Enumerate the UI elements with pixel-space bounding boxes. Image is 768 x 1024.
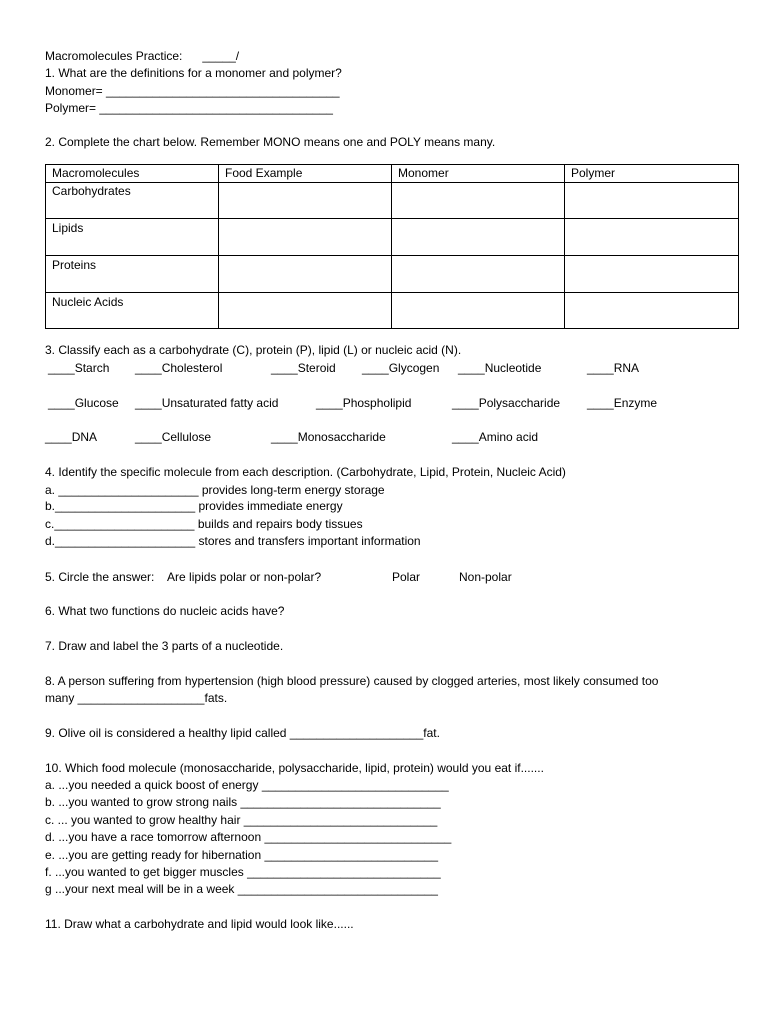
question-10-item: e. ...you are getting ready for hibernation __________________________: [45, 848, 438, 862]
question-10: 10. Which food molecule (monosaccharide, polysaccharide, lipid, protein) would you eat if.......: [45, 761, 544, 775]
column-header: Food Example: [219, 165, 392, 183]
classify-item: ____Glycogen: [362, 361, 440, 375]
chart-row: [46, 219, 739, 256]
question-11: 11. Draw what a carbohydrate and lipid would look like......: [45, 917, 354, 931]
classify-item: ____Cellulose: [135, 430, 212, 444]
column-header: Monomer: [392, 165, 565, 183]
answer-cell[interactable]: [565, 219, 739, 256]
classify-item: ____Steroid: [271, 361, 336, 375]
classify-item: ____Enzyme: [587, 396, 658, 410]
classify-item: ____RNA: [587, 361, 640, 375]
chart-row: [46, 293, 739, 329]
answer-cell[interactable]: [392, 293, 565, 329]
row-label: Nucleic Acids: [46, 293, 219, 329]
question-4c: c._____________________ builds and repairs body tissues: [45, 517, 363, 531]
monomer-definition-line: Monomer= ___________________________________: [45, 84, 340, 98]
question-8-line-1: 8. A person suffering from hypertension (high blood pressure) caused by clogged arteries, most likely consumed too: [45, 674, 659, 688]
answer-option-non-polar[interactable]: Non-polar: [459, 570, 512, 584]
question-6: 6. What two functions do nucleic acids have?: [45, 604, 285, 618]
row-label: Lipids: [46, 219, 219, 256]
answer-option-polar[interactable]: Polar: [392, 570, 421, 584]
question-4d: d._____________________ stores and transfers important information: [45, 534, 421, 548]
macromolecules-chart: [45, 164, 739, 329]
question-4b: b._____________________ provides immediate energy: [45, 499, 343, 513]
column-header: Macromolecules: [46, 165, 219, 183]
classify-item: ____Nucleotide: [458, 361, 542, 375]
answer-cell[interactable]: [565, 183, 739, 219]
answer-cell[interactable]: [219, 183, 392, 219]
classify-item: ____DNA: [45, 430, 98, 444]
question-4a: a. _____________________ provides long-term energy storage: [45, 483, 385, 497]
classify-item: ____Glucose: [48, 396, 119, 410]
question-4: 4. Identify the specific molecule from each description. (Carbohydrate, Lipid, Protein, Nucleic Acid): [45, 465, 566, 479]
classify-item: ____Starch: [48, 361, 110, 375]
answer-cell[interactable]: [392, 183, 565, 219]
question-10-item: b. ...you wanted to grow strong nails ______________________________: [45, 795, 441, 809]
row-label: Carbohydrates: [46, 183, 219, 219]
classify-item: ____Cholesterol: [135, 361, 223, 375]
classify-item: ____Monosaccharide: [271, 430, 386, 444]
answer-cell[interactable]: [219, 219, 392, 256]
question-10-item: c. ... you wanted to grow healthy hair _____________________________: [45, 813, 438, 827]
question-3: 3. Classify each as a carbohydrate (C), protein (P), lipid (L) or nucleic acid (N).: [45, 343, 462, 357]
answer-cell[interactable]: [392, 219, 565, 256]
answer-cell[interactable]: [219, 256, 392, 293]
answer-cell[interactable]: [565, 293, 739, 329]
chart-header-row: [46, 165, 739, 183]
question-9: 9. Olive oil is considered a healthy lipid called ____________________fat.: [45, 726, 440, 740]
question-1: 1. What are the definitions for a monomer and polymer?: [45, 66, 342, 80]
answer-cell[interactable]: [219, 293, 392, 329]
answer-cell[interactable]: [565, 256, 739, 293]
answer-cell[interactable]: [392, 256, 565, 293]
classify-item: ____Unsaturated fatty acid: [135, 396, 279, 410]
question-5: 5. Circle the answer: Are lipids polar or non-polar?: [45, 570, 322, 584]
question-10-item: g ...your next meal will be in a week ______________________________: [45, 882, 438, 896]
classify-item: ____Phospholipid: [316, 396, 412, 410]
column-header: Polymer: [565, 165, 739, 183]
question-10-item: a. ...you needed a quick boost of energy ____________________________: [45, 778, 449, 792]
question-10-item: f. ...you wanted to get bigger muscles _____________________________: [45, 865, 441, 879]
classify-item: ____Polysaccharide: [452, 396, 561, 410]
question-10-item: d. ...you have a race tomorrow afternoon ____________________________: [45, 830, 452, 844]
chart-row: [46, 183, 739, 219]
row-label: Proteins: [46, 256, 219, 293]
question-2: 2. Complete the chart below. Remember MONO means one and POLY means many.: [45, 135, 496, 149]
polymer-definition-line: Polymer= ___________________________________: [45, 101, 333, 115]
question-7: 7. Draw and label the 3 parts of a nucleotide.: [45, 639, 284, 653]
worksheet-title: Macromolecules Practice: _____/: [45, 49, 240, 63]
classify-item: ____Amino acid: [452, 430, 539, 444]
chart-row: [46, 256, 739, 293]
question-8-line-2: many ___________________fats.: [45, 691, 228, 705]
